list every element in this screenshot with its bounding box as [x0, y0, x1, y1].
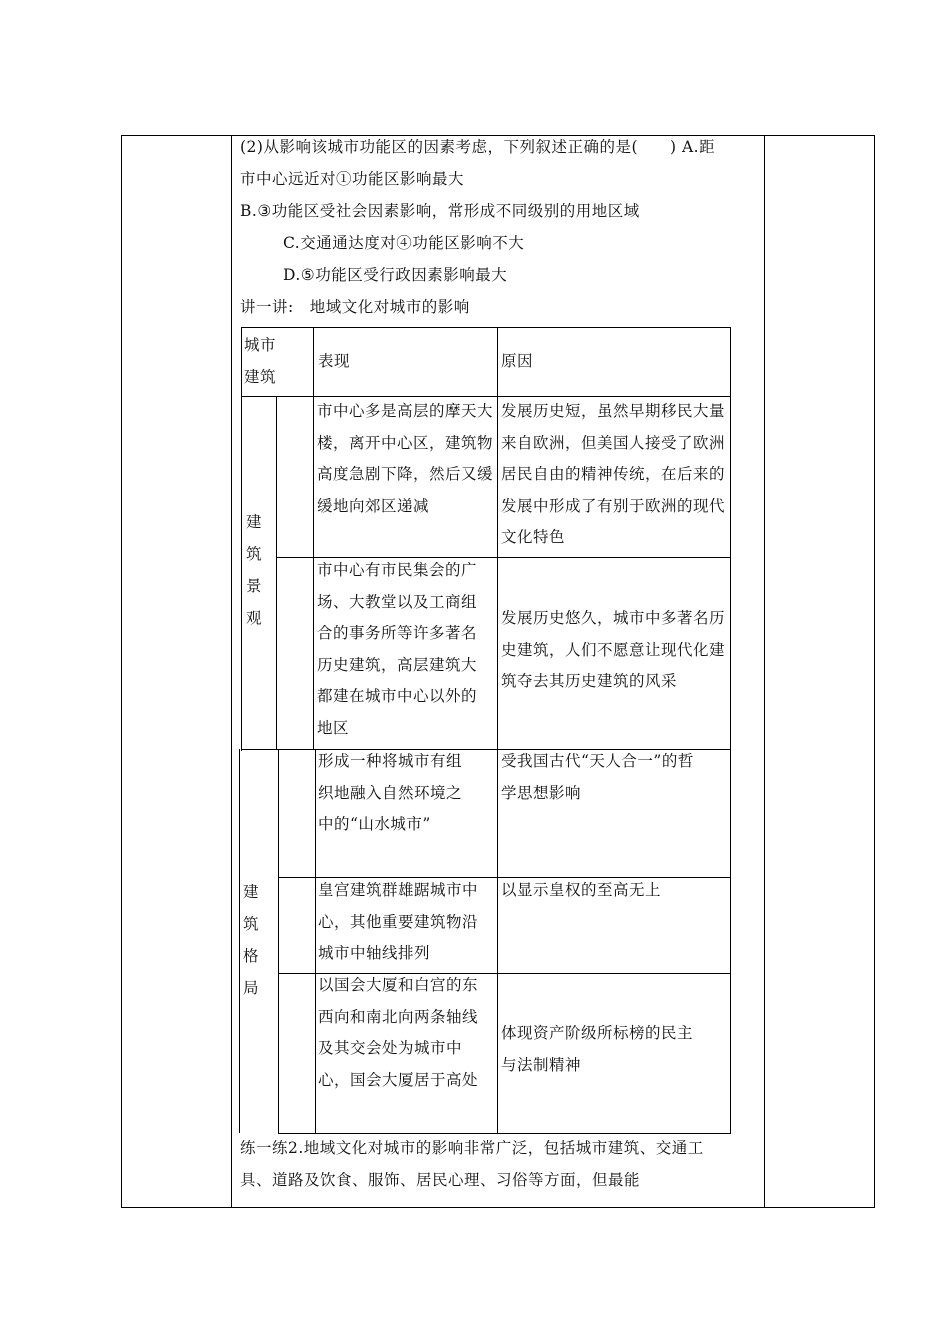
practice-line-1: 练一练2.地域文化对城市的影响非常广泛，包括城市建筑、交通工: [240, 1139, 704, 1157]
table-row-1-reason: 发展历史短，虽然早期移民大量来自欧洲，但美国人接受了欧洲居民自由的精神传统，在后来的发展中形成了有别于欧洲的现代文化特色: [501, 402, 726, 546]
practice-line-2: 具、道路及饮食、服饰、居民心理、习俗等方面，但最能: [240, 1171, 641, 1189]
table-row-1-performance: 市中心多是高层的摩天大楼，离开中心区，建筑物高度急剧下降，然后又缓缓地向郊区递减: [317, 402, 494, 515]
table-row-5-performance: 以国会大厦和白宫的东西向和南北向两条轴线及其交会处为城市中心，国会大厦居于高处: [318, 976, 479, 1089]
header-reason: 原因: [501, 352, 534, 370]
question-line-2: 市中心远近对①功能区影响最大: [240, 170, 465, 188]
table-row-2-reason: 发展历史悠久，城市中多著名历史建筑，人们不愿意让现代化建筑夺去其历史建筑的风采: [501, 609, 726, 690]
option-b: B.③功能区受社会因素影响，常形成不同级别的用地区域: [240, 202, 640, 220]
table-row-2-performance: 市中心有市民集会的广场、大教堂以及工商组合的事务所等许多著名历史建筑，高层建筑大都建在城市中心以外的地区: [317, 561, 478, 737]
group-label-landscape: 建筑景观: [246, 513, 262, 627]
table-row-4-reason: 以显示皇权的至高无上: [501, 881, 662, 899]
table-row-5-reason: 体现资产阶级所标榜的民主与法制精神: [501, 1024, 694, 1074]
lecture-title: 讲一讲: 地域文化对城市的影响: [240, 298, 470, 316]
group-label-layout: 建筑格局: [243, 883, 259, 997]
option-d: D.⑤功能区受行政因素影响最大: [283, 266, 508, 284]
table-row-3-performance: 形成一种将城市有组织地融入自然环境之中的“山水城市”: [318, 752, 463, 833]
option-c: C.交通通达度对④功能区影响不大: [283, 234, 525, 252]
table-row-4-performance: 皇宫建筑群雄踞城市中心，其他重要建筑物沿城市中轴线排列: [318, 881, 479, 962]
question-line-1: (2)从影响该城市功能区的因素考虑，下列叙述正确的是( ) A.距: [240, 138, 716, 156]
header-city-building: 城市建筑: [244, 336, 277, 386]
table-row-3-reason: 受我国古代“天人合一”的哲学思想影响: [501, 752, 694, 802]
header-performance: 表现: [318, 352, 351, 370]
